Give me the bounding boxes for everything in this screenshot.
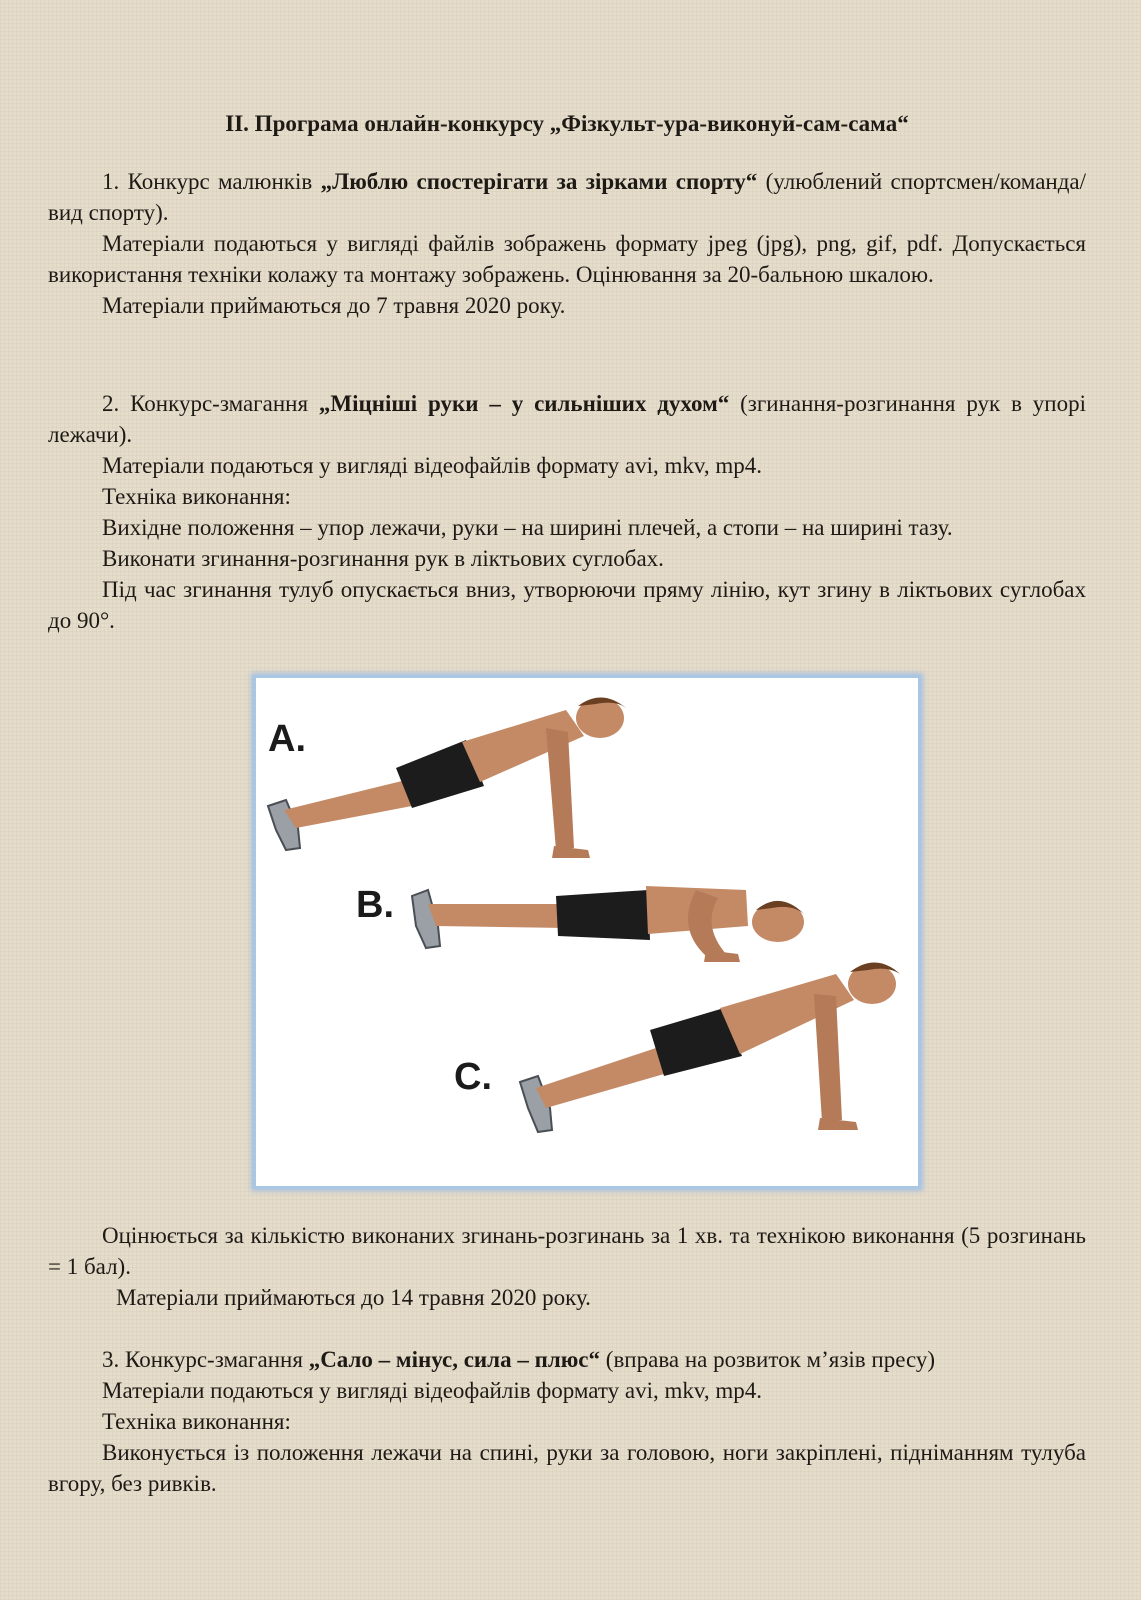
pushup-position-a-icon [268,697,626,858]
pushup-position-b-icon [412,886,804,962]
section-2-intro-suffix: (згинання-розгинання рук в упорі лежачи). [48,391,1086,447]
section-2-intro [48,388,1086,450]
section-2-contest-name: „Міцніші руки – у сильніших духом“ [318,391,730,416]
section-2-action: Виконати згинання-розгинання рук в ліктьових суглобах. [102,546,664,571]
section-3-materials: Матеріали подаються у вигляді відеофайлів формату avi, mkv, mp4. [102,1378,763,1403]
figure-label-b: B. [356,884,394,926]
section-1 [48,166,1086,321]
section-3 [48,1344,1086,1499]
section-3-contest-name: „Сало – мінус, сила – плюс“ [308,1347,601,1372]
pushup-illustration [253,675,921,1189]
section-2-technique-heading: Техніка виконання: [102,484,291,509]
section-2 [48,388,1086,636]
section-2-materials: Матеріали подаються у вигляді відеофайлів формату avi, mkv, mp4. [102,453,763,478]
section-3-intro-suffix: (вправа на розвиток м’язів пресу) [600,1347,936,1372]
section-2-detail: Під час згинання тулуб опускається вниз, утворюючи пряму лінію, кут згину в ліктьових суглобах до 90°. [48,577,1086,633]
document-page [48,0,1086,1600]
section-1-materials: Матеріали подаються у вигляді файлів зображень формату jpeg (jpg), png, gif, pdf. Допускається використання техніки колажу та монтажу зображень. Оцінювання за 20-бальною шкалою. [48,231,1086,287]
section-2-scoring: Оцінюється за кількістю виконаних згинань-розгинань за 1 хв. та технікою виконання (5 розгинань = 1 бал). [48,1223,1086,1279]
pushup-illustration-svg [256,678,918,1186]
section-1-intro-suffix: (улюблений спортсмен/команда/вид спорту). [48,169,1087,225]
section-1-intro [48,166,1086,228]
section-2-scoring-block [48,1220,1086,1313]
section-1-contest-name: „Люблю спостерігати за зірками спорту“ [320,169,758,194]
section-3-intro-prefix: 3. Конкурс-змагання [102,1347,309,1372]
section-3-technique-heading: Техніка виконання: [102,1409,291,1434]
figure-label-a: A. [268,718,306,760]
section-3-detail: Виконується із положення лежачи на спині, руки за головою, ноги закріплені, підніманням тулуба вгору, без ривків. [48,1440,1086,1496]
section-1-intro-prefix: 1. Конкурс малюнків [102,169,321,194]
document-title: ІІ. Програма онлайн-конкурсу „Фізкульт-ура-виконуй-сам-сама“ [225,111,909,136]
section-2-deadline: Матеріали приймаються до 14 травня 2020 року. [116,1285,591,1310]
figure-label-c: C. [454,1056,492,1098]
section-2-start-position: Вихідне положення – упор лежачи, руки – на ширині плечей, а стопи – на ширині тазу. [102,515,953,540]
section-1-deadline: Матеріали приймаються до 7 травня 2020 року. [102,293,566,318]
pushup-position-c-icon [520,962,900,1132]
section-2-intro-prefix: 2. Конкурс-змагання [102,391,319,416]
section-3-intro [48,1344,1086,1375]
